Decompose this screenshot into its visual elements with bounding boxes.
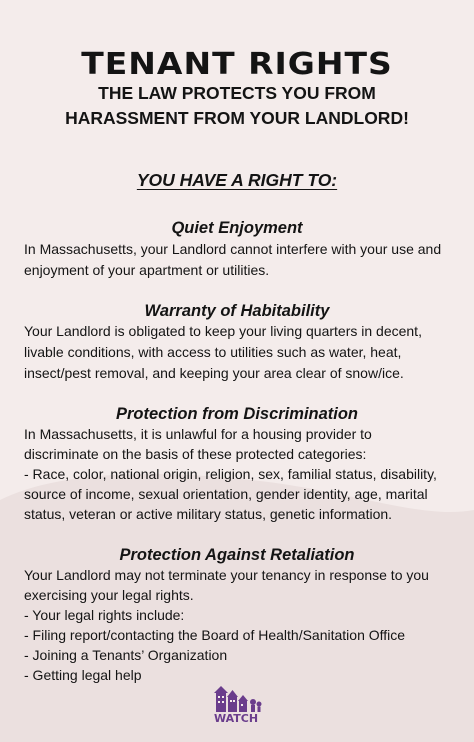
section-text: status, veteran or active military status, genetic information. [24,506,393,522]
section-text: - Filing report/contacting the Board of Health/Sanitation Office [24,627,406,643]
section-text: discriminate on the basis of these protected categories: [24,446,367,462]
subtitle-line-2: HARASSMENT FROM YOUR LANDLORD! [65,108,409,128]
section-text: - Getting legal help [24,667,142,683]
rights-heading: YOU HAVE A RIGHT TO: [136,170,338,190]
subtitle-line-1: THE LAW PROTECTS YOU FROM [98,83,376,103]
logo-text: WATCH [214,712,259,725]
section-text: insect/pest removal, and keeping your area clear of snow/ice. [24,365,404,381]
section-text: - Race, color, national origin, religion, sex, familial status, disability, [24,466,437,482]
section-text: - Your legal rights include: [24,607,185,623]
section-title-protection-against-retaliation: Protection Against Retaliation [119,546,355,564]
section-title-protection-from-discrimination: Protection from Discrimination [115,405,359,423]
section-text: enjoyment of your apartment or utilities. [24,262,270,278]
section-text: - Joining a Tenants’ Organization [24,647,228,663]
page-title: TENANT RIGHTS [81,45,393,82]
section-text: Your Landlord is obligated to keep your living quarters in decent, [24,323,422,339]
section-text: In Massachusetts, your Landlord cannot interfere with your use and [24,241,442,257]
section-text: In Massachusetts, it is unlawful for a housing provider to [24,426,372,442]
section-text: source of income, sexual orientation, gender identity, age, marital [24,486,428,502]
section-title-quiet-enjoyment: Quiet Enjoyment [171,219,303,237]
section-text: livable conditions, with access to utilities such as water, heat, [24,344,402,360]
section-text: exercising your legal rights. [24,587,194,603]
section-text: Your Landlord may not terminate your tenancy in response to you [24,567,429,583]
section-title-warranty-of-habitability: Warranty of Habitability [144,302,330,320]
